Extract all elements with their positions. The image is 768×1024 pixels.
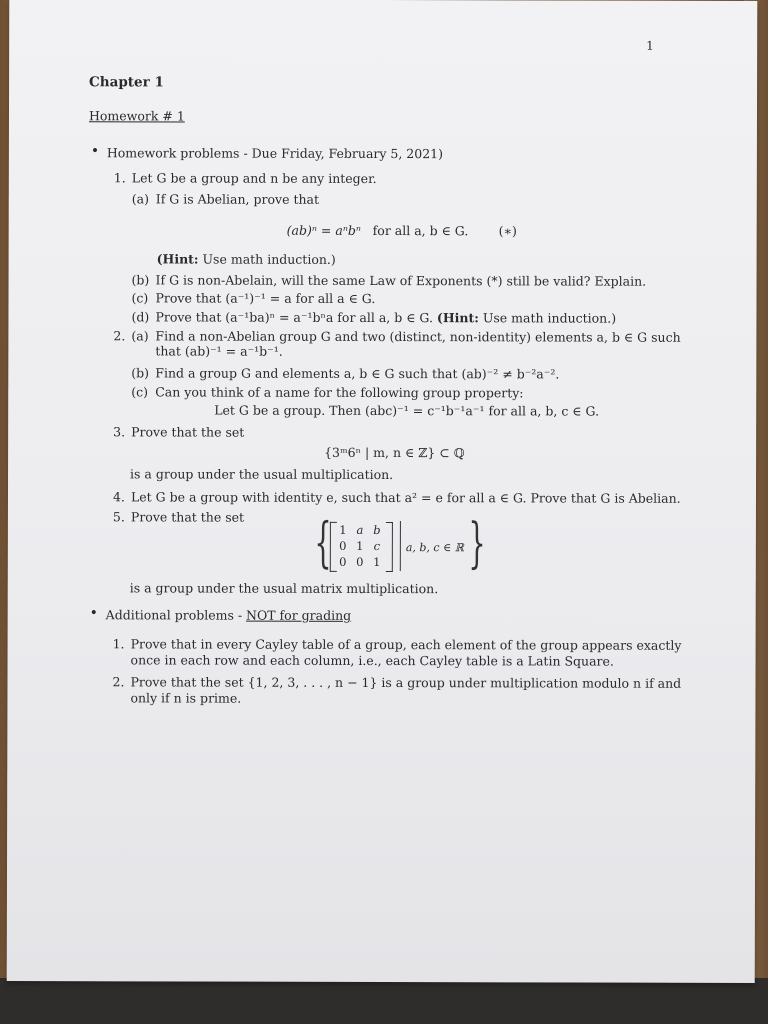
matrix-cell: 0: [339, 554, 347, 569]
equation-condition: for all a, b ∈ G.: [372, 222, 469, 239]
floor-background: [0, 978, 768, 1024]
problem-number: 2.: [112, 674, 125, 690]
problem-text: Prove that the set: [130, 509, 245, 525]
hint-text: Use math induction.): [198, 251, 336, 267]
problem-number: 1.: [113, 170, 126, 186]
part-label: (b): [131, 272, 150, 288]
part-text: If G is Abelian, prove that: [155, 191, 320, 207]
section-title-prefix: Additional problems -: [105, 607, 247, 623]
hint-label: (Hint:: [436, 310, 479, 326]
part-label: (c): [131, 290, 149, 306]
hint-label: (Hint:: [156, 251, 199, 267]
part-label: (b): [131, 365, 150, 381]
page-number: 1: [646, 38, 654, 53]
section-title-additional: [106, 608, 352, 623]
chapter-heading: Chapter 1: [89, 74, 164, 91]
part-text: [155, 310, 616, 325]
problem-text: Prove that the set {1, 2, 3, . . . , n − 1} is a group under multiplication modulo n if and: [130, 674, 682, 691]
matrix-cell: c: [373, 538, 381, 553]
part-d-statement: Prove that (a⁻¹ba)ⁿ = a⁻¹bⁿa for all a, b ∈ G.: [155, 309, 433, 326]
matrix-cell: 1: [339, 522, 347, 537]
matrix-cell: b: [373, 522, 381, 537]
problem-number: 2.: [113, 328, 126, 344]
problem-text: Let G be a group with identity e, such that a² = e for all a ∈ G. Prove that G is Abelian.: [130, 489, 681, 506]
problem-number: 3.: [113, 424, 126, 440]
part-label: (d): [131, 309, 150, 325]
problem-number: 1.: [112, 636, 125, 652]
part-label: (a): [131, 328, 149, 344]
matrix-cell: a: [356, 522, 364, 537]
section-title-underlined: NOT for grading: [246, 607, 352, 623]
problem-text: Let G be a group and n be any integer.: [131, 170, 377, 186]
left-brace: {: [314, 510, 332, 574]
part-label: (a): [131, 191, 150, 207]
problem-number: 4.: [112, 489, 125, 505]
problem-number: 5.: [112, 509, 125, 525]
hint-text: Use math induction.): [478, 310, 617, 326]
problem-text: Prove that the set: [131, 424, 245, 440]
equation-tag: (∗): [498, 223, 517, 239]
homework-heading: Homework # 1: [88, 108, 185, 124]
part-text: Find a non-Abelian group G and two (distinct, non-identity) elements a, b ∈ G such: [155, 328, 681, 345]
problem-text: is a group under the usual matrix multiplication.: [129, 580, 439, 597]
matrix-cell: 1: [356, 538, 364, 553]
bullet-icon: •: [89, 605, 98, 622]
problem-text: Prove that in every Cayley table of a group, each element of the group appears exactly: [130, 636, 682, 653]
problem-text: is a group under the usual multiplication.: [130, 466, 394, 483]
matrix-cell: 1: [373, 554, 381, 569]
part-text: If G is non-Abelain, will the same Law of Exponents (*) still be valid? Explain.: [155, 272, 647, 289]
problem-text: once in each row and each column, i.e., each Cayley table is a Latin Square.: [130, 652, 614, 669]
part-text: that (ab)⁻¹ = a⁻¹b⁻¹.: [155, 343, 283, 359]
part-text: Prove that (a⁻¹)⁻¹ = a for all a ∈ G.: [155, 290, 376, 306]
group-property: Let G be a group. Then (abc)⁻¹ = c⁻¹b⁻¹a⁻¹ for all a, b, c ∈ G.: [214, 402, 600, 419]
matrix-cell: 0: [339, 538, 347, 553]
homework-sheet: [7, 0, 758, 983]
equation: (ab)ⁿ = aⁿbⁿ: [286, 222, 361, 238]
right-brace: }: [468, 511, 486, 575]
set-condition: a, b, c ∈ ℝ: [405, 541, 464, 555]
problem-text: only if n is prime.: [130, 690, 242, 706]
set-definition: {3ᵐ6ⁿ | m, n ∈ ℤ} ⊂ ℚ: [324, 444, 465, 461]
part-text: Can you think of a name for the following group property:: [155, 384, 524, 401]
hint: [157, 252, 336, 266]
bullet-icon: •: [90, 143, 100, 160]
matrix-right-bracket: [386, 522, 393, 572]
part-label: (c): [131, 384, 149, 400]
section-title-homework: Homework problems - Due Friday, February 5, 2021): [106, 145, 444, 162]
matrix-cell: 0: [356, 554, 364, 569]
set-builder-bar: [400, 521, 401, 571]
part-text: Find a group G and elements a, b ∈ G such that (ab)⁻² ≠ b⁻²a⁻².: [155, 365, 560, 382]
